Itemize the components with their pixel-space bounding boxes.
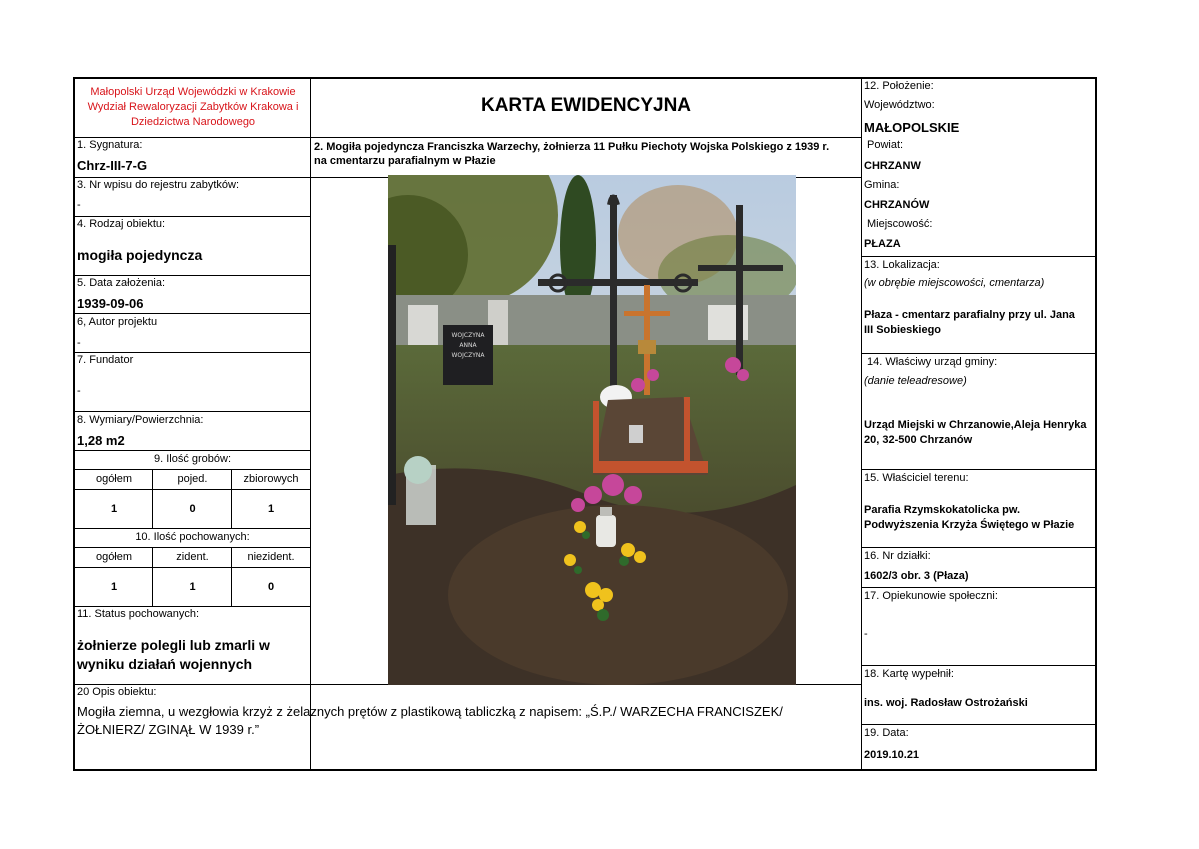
institution-name: Małopolski Urząd Wojewódzki w Krakowie Wydział Rewaloryzacji Zabytków Krakowa i Dziedzictwa Narodowego — [87, 86, 299, 128]
groby-header-ogolem: ogółem — [95, 473, 133, 485]
pochowani-label: 10. Ilość pochowanych: — [135, 531, 250, 543]
sygnatura-label: 1. Sygnatura: — [77, 139, 143, 151]
opiekunowie-value: - — [864, 628, 868, 640]
data-wypelnienia-value: 2019.10.21 — [864, 749, 920, 761]
groby-header-pojed: pojed. — [177, 473, 208, 485]
wojewodztwo-value: MAŁOPOLSKIE — [864, 120, 960, 135]
wlasciciel-value: Parafia Rzymskokatolicka pw. Podwyższenia Krzyża Świętego w Płazie — [864, 504, 1075, 531]
powiat-value: CHRZANW — [864, 160, 921, 172]
miejscowosc-value: PŁAZA — [864, 238, 901, 250]
urzad-label: 14. Właściwy urząd gminy: — [867, 356, 998, 368]
pochowani-zident: 1 — [189, 581, 196, 593]
page-title: KARTA EWIDENCYJNA — [480, 95, 692, 116]
divider — [310, 79, 311, 771]
opis-text: Mogiła ziemna, u wezgłowia krzyż z żelaznych prętów z plastikową tabliczką z napisem: „Ś.P./ WARZECHA FRANCISZEK/ ŻOŁNIERZ/ ZGINĄŁ W 1939 r.” — [77, 704, 783, 737]
pochowani-niezident: 0 — [267, 581, 275, 593]
urzad-hint: (danie teleadresowe) — [864, 375, 967, 387]
opiekunowie-label: 17. Opiekunowie społeczni: — [864, 590, 998, 602]
gmina-value: CHRZANÓW — [864, 199, 930, 211]
grave-photo — [388, 175, 796, 685]
rodzaj-value: mogiła pojedyncza — [77, 247, 203, 263]
object-title: 2. Mogiła pojedyncza Franciszka Warzechy, żołnierza 11 Pułku Piechoty Wojska Polskiego z 1939 r. na cmentarzu parafialnym w Płazie — [314, 141, 830, 167]
lokalizacja-label: 13. Lokalizacja: — [864, 259, 940, 271]
pochowani-ogolem: 1 — [110, 581, 118, 593]
fundator-label: 7. Fundator — [77, 354, 134, 366]
plaque-line-2: ANNA — [459, 342, 477, 349]
data-wypelnienia-label: 19. Data: — [864, 727, 909, 739]
rejestr-value: - — [77, 199, 81, 211]
wlasciciel-label: 15. Właściciel terenu: — [864, 472, 969, 484]
autor-label: 6, Autor projektu — [77, 316, 158, 328]
groby-header-zbiorowych: zbiorowych — [243, 473, 299, 485]
status-value: żołnierze polegli lub zmarli w wyniku działań wojennych — [77, 637, 270, 672]
pochowani-header-zident: zident. — [176, 551, 209, 563]
groby-pojed: 0 — [189, 503, 196, 515]
data-zalozenia-label: 5. Data założenia: — [77, 277, 166, 289]
dzialka-label: 16. Nr działki: — [864, 550, 931, 562]
dzialka-value: 1602/3 obr. 3 (Płaza) — [864, 570, 969, 582]
groby-label: 9. Ilość grobów: — [153, 453, 232, 465]
pochowani-header-ogolem: ogółem — [95, 551, 133, 563]
pochowani-header-niezident: niezident. — [247, 551, 295, 563]
wymiary-value: 1,28 m2 — [77, 433, 125, 448]
status-label: 11. Status pochowanych: — [77, 608, 200, 620]
wojewodztwo-label: Województwo: — [864, 99, 935, 111]
rodzaj-label: 4. Rodzaj obiektu: — [77, 218, 166, 230]
miejscowosc-label: Miejscowość: — [867, 218, 933, 230]
wypelnil-label: 18. Kartę wypełnił: — [864, 668, 954, 680]
gmina-label: Gmina: — [864, 179, 900, 191]
plaque-line-1: WOJCZYNA — [451, 332, 485, 339]
autor-value: - — [77, 337, 81, 349]
opis-label: 20 Opis obiektu: — [77, 686, 157, 698]
fundator-value: - — [77, 385, 81, 397]
divider — [861, 79, 862, 771]
urzad-value: Urząd Miejski w Chrzanowie,Aleja Henryka 20, 32-500 Chrzanów — [864, 419, 1087, 446]
wymiary-label: 8. Wymiary/Powierzchnia: — [77, 414, 204, 426]
rejestr-label: 3. Nr wpisu do rejestru zabytków: — [77, 179, 240, 191]
groby-ogolem: 1 — [110, 503, 118, 515]
groby-zbiorowych: 1 — [267, 503, 275, 515]
lokalizacja-value: Płaza - cmentarz parafialny przy ul. Jana III Sobieskiego — [864, 309, 1075, 336]
polozenie-label: 12. Położenie: — [864, 80, 934, 92]
wypelnil-value: ins. woj. Radosław Ostrożański — [864, 697, 1028, 709]
powiat-label: Powiat: — [867, 139, 904, 151]
record-card — [73, 77, 1097, 771]
sygnatura-value: Chrz-III-7-G — [77, 158, 148, 173]
plaque-line-3: WOJCZYNA — [451, 352, 485, 359]
data-zalozenia-value: 1939-09-06 — [77, 296, 144, 311]
lokalizacja-hint: (w obrębie miejscowości, cmentarza) — [864, 277, 1045, 289]
